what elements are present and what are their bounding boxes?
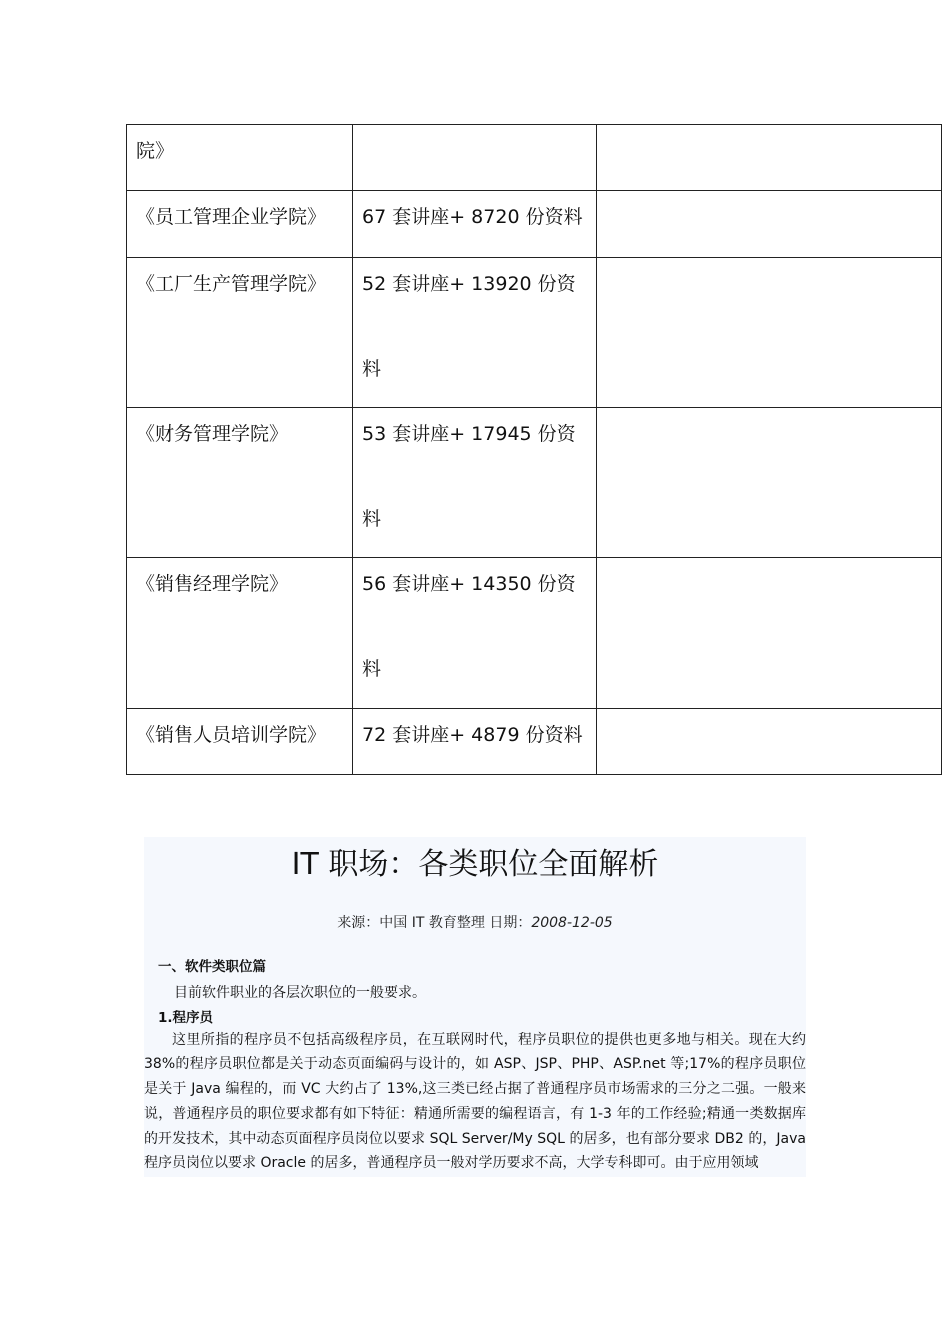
college-content: 72 套讲座+ 4879 份资料: [353, 709, 597, 775]
college-name: 《员工管理企业学院》: [127, 191, 353, 258]
table-row: [127, 408, 942, 558]
catalog-table: [126, 124, 942, 775]
college-content: 67 套讲座+ 8720 份资料: [353, 191, 597, 258]
table-row: [127, 191, 942, 258]
college-content: [353, 125, 597, 191]
article-panel: [144, 837, 806, 1177]
table-row: [127, 258, 942, 408]
article-date: 2008-12-05: [531, 915, 613, 931]
college-content: 53 套讲座+ 17945 份资 料: [353, 408, 597, 558]
college-note: [597, 258, 942, 408]
college-note: [597, 125, 942, 191]
college-name: 院》: [127, 125, 353, 191]
college-note: [597, 191, 942, 258]
table-row: [127, 558, 942, 709]
article-title: IT 职场：各类职位全面解析: [291, 847, 659, 882]
college-name: 《销售经理学院》: [127, 558, 353, 709]
table-row: [127, 125, 942, 191]
table-row: [127, 709, 942, 775]
college-note: [597, 408, 942, 558]
article-date-label: 日期：: [489, 915, 532, 931]
article-meta: [144, 913, 806, 933]
college-content: 56 套讲座+ 14350 份资 料: [353, 558, 597, 709]
college-note: [597, 558, 942, 709]
college-name: 《财务管理学院》: [127, 408, 353, 558]
article-source: 来源：中国 IT 教育整理: [337, 915, 485, 931]
college-content: 52 套讲座+ 13920 份资 料: [353, 258, 597, 408]
sub-heading: 1.程序员: [158, 1009, 214, 1026]
article-paragraph: 这里所指的程序员不包括高级程序员，在互联网时代，程序员职位的提供也更多地与相关。现在大约38%的程序员职位都是关于动态页面编码与设计的，如 ASP、JSP、PHP、ASP.net 等;17%的程序员职位是关于 Java 编程的，而 VC 大约占了 13%,这三类已经占据了普通程序员市场需求的三分之二强。一般来说，普通程序员的职位要求都有如下特征：精通所需要的编程语言，有 1-3 年的工作经验;精通一类数据库的开发技术，其中动态页面程序员岗位以要求 SQL Server/My SQL 的居多，也有部分要求 DB2 的，Java 程序员岗位以要求 Oracle 的居多，普通程序员一般对学历要求不高，大学专科即可。由于应用领域: [144, 1031, 806, 1172]
section-heading: 一、软件类职位篇: [158, 959, 266, 975]
college-name: 《工厂生产管理学院》: [127, 258, 353, 408]
college-note: [597, 709, 942, 775]
intro-text: 目前软件职业的各层次职位的一般要求。: [174, 985, 426, 1001]
college-name: 《销售人员培训学院》: [127, 709, 353, 775]
